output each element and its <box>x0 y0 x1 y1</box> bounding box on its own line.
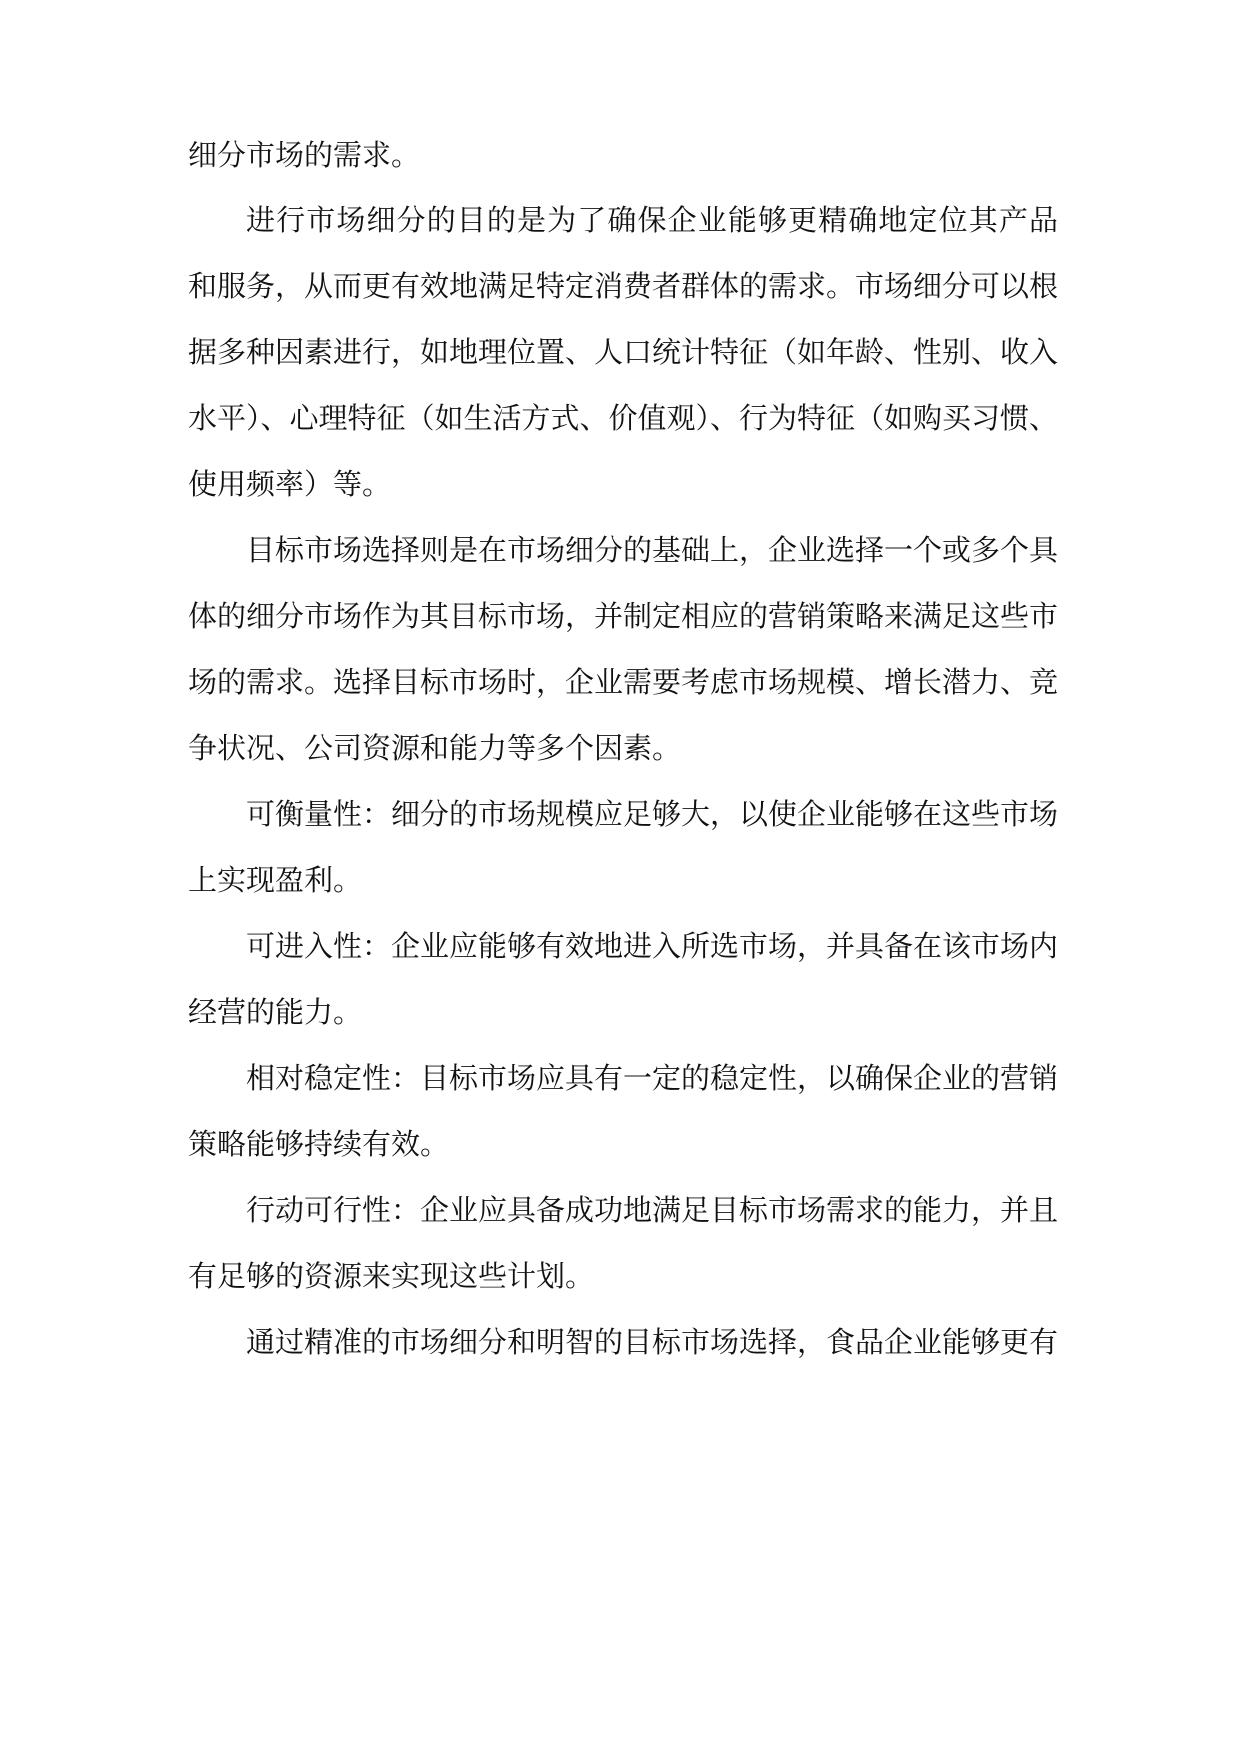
text-line: 行动可行性：企业应具备成功地满足目标市场需求的能力，并且 <box>246 1193 1059 1227</box>
text-line: 水平）、心理特征（如生活方式、价值观）、行为特征（如购买习惯、 <box>188 401 1059 435</box>
text-line: 细分市场的需求。 <box>188 138 421 172</box>
text-line: 据多种因素进行，如地理位置、人口统计特征（如年龄、性别、收入 <box>188 335 1059 369</box>
text-line: 目标市场选择则是在市场细分的基础上，企业选择一个或多个具 <box>246 533 1059 567</box>
text-line: 上实现盈利。 <box>188 863 363 897</box>
text-line: 场的需求。选择目标市场时，企业需要考虑市场规模、增长潜力、竞 <box>188 665 1059 699</box>
text-line: 通过精准的市场细分和明智的目标市场选择，食品企业能够更有 <box>246 1325 1059 1359</box>
text-line: 使用频率）等。 <box>188 467 392 501</box>
text-line: 有足够的资源来实现这些计划。 <box>188 1259 595 1293</box>
text-line: 可进入性：企业应能够有效地进入所选市场，并具备在该市场内 <box>246 929 1059 963</box>
text-line: 经营的能力。 <box>188 995 363 1029</box>
text-line: 体的细分市场作为其目标市场，并制定相应的营销策略来满足这些市 <box>188 599 1059 633</box>
text-line: 策略能够持续有效。 <box>188 1127 450 1161</box>
text-line: 和服务，从而更有效地满足特定消费者群体的需求。市场细分可以根 <box>188 269 1059 303</box>
text-line: 进行市场细分的目的是为了确保企业能够更精确地定位其产品 <box>246 203 1058 237</box>
text-line: 相对稳定性：目标市场应具有一定的稳定性，以确保企业的营销 <box>246 1061 1059 1095</box>
text-line: 争状况、公司资源和能力等多个因素。 <box>188 731 682 765</box>
text-line: 可衡量性：细分的市场规模应足够大，以使企业能够在这些市场 <box>246 797 1059 831</box>
